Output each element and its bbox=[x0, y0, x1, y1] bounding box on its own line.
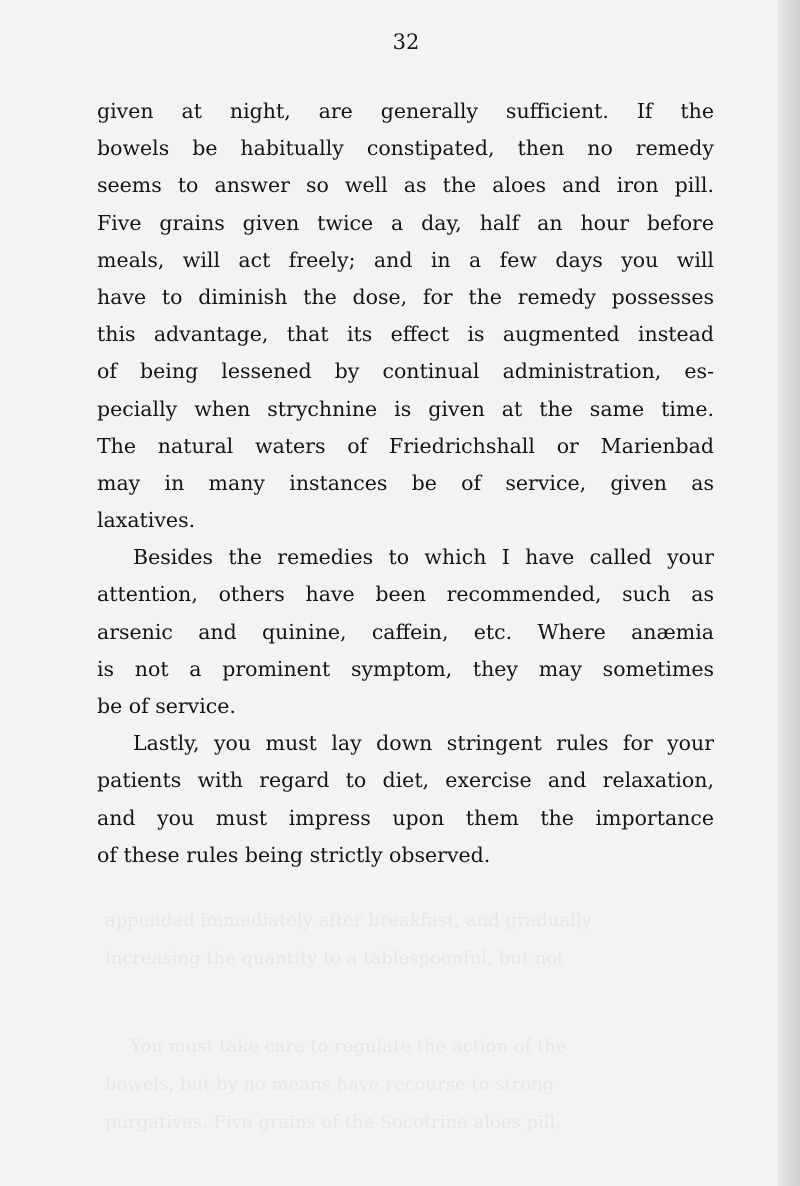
text-line: Besides the remedies to which I have called your bbox=[133, 545, 714, 570]
text-line: may in many instances be of service, given as bbox=[97, 470, 714, 495]
text-line: given at night, are generally sufficient. If the bbox=[97, 99, 714, 123]
text-line: Five grains given twice a day, half an hour before bbox=[97, 210, 714, 235]
text-line: have to diminish the dose, for the remedy possesses bbox=[97, 284, 714, 309]
show-through-ink: increasing the quantity to a tablespoonful, but not bbox=[105, 948, 565, 969]
text-line: seems to answer so well as the aloes and iron pill. bbox=[97, 173, 714, 198]
text-line: this advantage, that its effect is augmented instead bbox=[97, 322, 714, 347]
body-text bbox=[97, 93, 714, 874]
text-line: Lastly, you must lay down stringent rules for your bbox=[133, 731, 714, 756]
text-line: pecially when strychnine is given at the same time. bbox=[97, 396, 714, 421]
text-line: patients with regard to diet, exercise and relaxation, bbox=[97, 768, 714, 793]
text-line: arsenic and quinine, caffein, etc. Where anæmia bbox=[97, 619, 714, 644]
show-through-ink: appended immediately after breakfast, and gradually bbox=[105, 910, 592, 931]
text-line: laxatives. bbox=[97, 508, 196, 533]
text-line: of being lessened by continual administration, es- bbox=[97, 359, 714, 384]
show-through-ink: You must take care to regulate the action of the bbox=[130, 1036, 567, 1057]
show-through-ink: purgatives. Five grains of the Socotrine aloes pill, bbox=[105, 1112, 561, 1133]
text-line: be of service. bbox=[97, 694, 236, 718]
text-line: and you must impress upon them the importance bbox=[97, 805, 714, 830]
paragraph-2 bbox=[97, 539, 714, 725]
text-line: bowels be habitually constipated, then no remedy bbox=[97, 136, 714, 161]
text-line: of these rules being strictly observed. bbox=[97, 842, 491, 867]
text-line: attention, others have been recommended, such as bbox=[97, 582, 714, 607]
text-line: meals, will act freely; and in a few days you will bbox=[97, 247, 714, 272]
page-number: 32 bbox=[392, 30, 420, 54]
text-line: is not a prominent symptom, they may sometimes bbox=[97, 656, 714, 681]
paragraph-1 bbox=[97, 93, 714, 539]
paragraph-3 bbox=[97, 725, 714, 874]
page-edge-shadow bbox=[778, 0, 800, 1186]
show-through-ink: bowels, but by no means have recourse to strong bbox=[105, 1074, 555, 1095]
text-line: The natural waters of Friedrichshall or Marienbad bbox=[97, 433, 714, 458]
